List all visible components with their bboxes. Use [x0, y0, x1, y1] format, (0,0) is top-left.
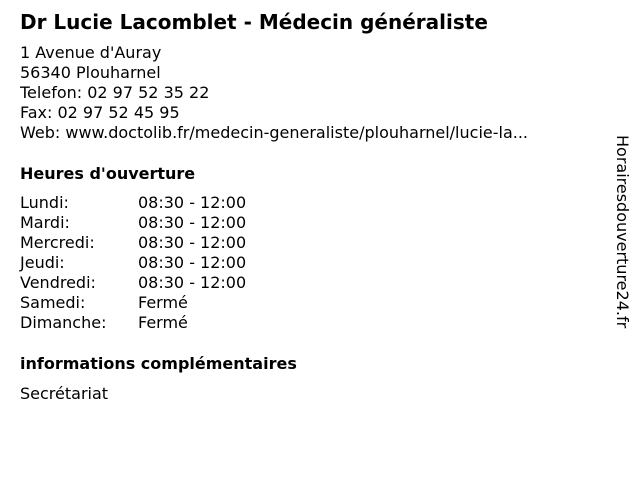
phone-number: Telefon: 02 97 52 35 22	[20, 83, 210, 102]
fax-number: Fax: 02 97 52 45 95	[20, 103, 180, 122]
practice-card	[20, 9, 600, 403]
time-value: 08:30 - 12:00	[138, 273, 247, 292]
hours-row-tuesday	[20, 213, 246, 233]
hours-row-sunday	[20, 313, 246, 333]
time-value: 08:30 - 12:00	[138, 253, 247, 272]
city-address: 56340 Plouharnel	[20, 63, 161, 82]
opening-hours-table	[20, 193, 246, 333]
day-label: Mercredi:	[20, 233, 95, 252]
time-value: 08:30 - 12:00	[138, 193, 247, 212]
opening-hours-heading: Heures d'ouverture	[20, 164, 196, 183]
hours-row-wednesday	[20, 233, 246, 253]
hours-row-saturday	[20, 293, 246, 313]
time-value: 08:30 - 12:00	[138, 213, 247, 232]
website-link: Web: www.doctolib.fr/medecin-generaliste/plouharnel/lucie-la...	[20, 123, 529, 142]
street-address: 1 Avenue d'Auray	[20, 43, 162, 62]
day-label: Samedi:	[20, 293, 86, 312]
hours-row-monday	[20, 193, 246, 213]
time-value: Fermé	[138, 313, 188, 332]
day-label: Vendredi:	[20, 273, 96, 292]
time-value: 08:30 - 12:00	[138, 233, 247, 252]
day-label: Dimanche:	[20, 313, 107, 332]
site-watermark: Horairesdouverture24.fr	[613, 135, 632, 329]
contact-block	[20, 43, 600, 143]
hours-row-thursday	[20, 253, 246, 273]
additional-info-heading: informations complémentaires	[20, 354, 297, 373]
day-label: Mardi:	[20, 213, 70, 232]
page-title: Dr Lucie Lacomblet - Médecin généraliste	[20, 10, 488, 34]
hours-row-friday	[20, 273, 246, 293]
day-label: Jeudi:	[20, 253, 65, 272]
additional-info-text: Secrétariat	[20, 384, 109, 403]
day-label: Lundi:	[20, 193, 69, 212]
time-value: Fermé	[138, 293, 188, 312]
